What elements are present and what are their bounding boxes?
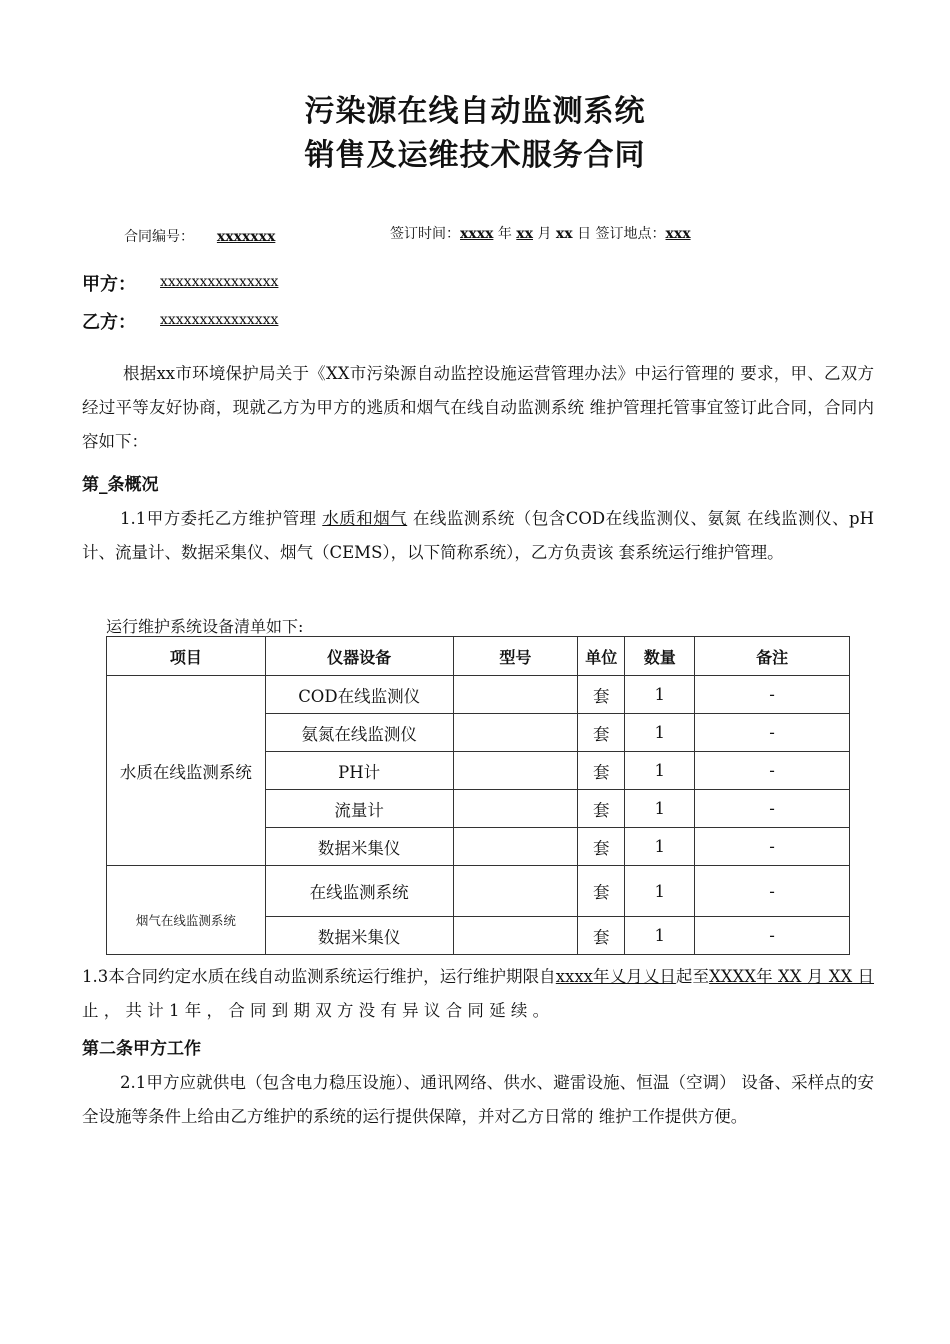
header-device: 仪器设备: [265, 637, 453, 676]
header-unit: 单位: [578, 637, 625, 676]
sign-month-value: xx: [516, 226, 533, 242]
qty-cell: 1: [625, 866, 695, 917]
party-b-value: xxxxxxxxxxxxxxx: [160, 312, 279, 328]
unit-cell: 套: [578, 676, 625, 714]
device-cell: 数据米集仪: [265, 917, 453, 955]
section-2-paragraph: 2.1甲方应就供电（包含电力稳压设施）、通讯网络、供水、避雷设施、恒温（空调） 设备、采样点的安全设施等条件上给由乙方维护的系统的运行提供保障，并对乙方日常的 维护工作提供方便。: [82, 1073, 874, 1126]
header-model: 型号: [453, 637, 578, 676]
sign-info: [390, 223, 691, 243]
model-cell: [453, 866, 578, 917]
qty-cell: 1: [625, 676, 695, 714]
qty-cell: 1: [625, 714, 695, 752]
table-caption: 运行维护系统设备清单如下:: [106, 617, 304, 636]
note-cell: -: [695, 866, 850, 917]
qty-cell: 1: [625, 917, 695, 955]
equipment-table: [106, 636, 850, 955]
clause-1-3-suffix: 止 ， 共 计 1 年 ， 合 同 到 期 双 方 没 有 异 议 合 同 延 续 。: [82, 1001, 550, 1020]
table-row: [107, 676, 850, 714]
sign-place-label: 签订地点：: [595, 226, 666, 242]
sign-month-label: 月: [537, 226, 552, 242]
header-note: 备注: [695, 637, 850, 676]
unit-cell: 套: [578, 714, 625, 752]
note-cell: -: [695, 752, 850, 790]
device-cell: 氨氮在线监测仪: [265, 714, 453, 752]
note-cell: -: [695, 790, 850, 828]
contract-number-label: 合同编号：: [124, 229, 194, 245]
sign-time-label: 签订时间：: [390, 226, 460, 242]
table-row: [107, 866, 850, 917]
unit-cell: 套: [578, 828, 625, 866]
device-cell: 在线监测系统: [265, 866, 453, 917]
clause-1-3-start: xxxx年乂月乂日: [555, 967, 676, 986]
section-2-heading: 第二条甲方工作: [82, 1039, 201, 1059]
device-cell: COD在线监测仪: [265, 676, 453, 714]
clause-1-3: [82, 960, 874, 1028]
clause-1-3-end: XXXX年 XX 月 XX 日: [709, 967, 875, 986]
section-1-p1-suffix: 在线监测系统（包含COD在线监测仪、氨氮 在线监测仪、pH计、流量计、数据采集仪、烟气（CEMS），以下简称系统），乙方负责该 套系统运行维护管理。: [82, 509, 875, 562]
sign-year-value: xxxx: [460, 226, 494, 242]
sign-year-label: 年: [497, 226, 512, 242]
model-cell: [453, 917, 578, 955]
party-b-label: 乙方：: [82, 312, 136, 333]
model-cell: [453, 676, 578, 714]
group-flue-name: 烟气在线监测系统: [107, 866, 266, 955]
clause-1-3-mid: 起至: [675, 967, 710, 986]
title-line-2: 销售及运维技术服务合同: [304, 138, 646, 173]
contract-number: [124, 226, 275, 246]
contract-number-value: xxxxxxx: [216, 229, 276, 245]
section-1-heading: 第_条概况: [82, 475, 159, 495]
table-header-row: [107, 637, 850, 676]
model-cell: [453, 714, 578, 752]
model-cell: [453, 790, 578, 828]
group-water-name: 水质在线监测系统: [107, 676, 266, 866]
title-line-1: 污染源在线自动监测系统: [304, 94, 646, 129]
note-cell: -: [695, 828, 850, 866]
sign-place-value: xxx: [665, 226, 691, 242]
qty-cell: 1: [625, 752, 695, 790]
sign-day-label: 日: [577, 226, 592, 242]
sign-day-value: xx: [555, 226, 573, 242]
section-1-paragraph: [82, 502, 874, 570]
clause-1-3-prefix: 1.3本合同约定水质在线自动监测系统运行维护，运行维护期限自: [82, 967, 556, 986]
note-cell: -: [695, 917, 850, 955]
model-cell: [453, 828, 578, 866]
section-1-p1-underlined: 水质和烟气: [322, 509, 408, 528]
unit-cell: 套: [578, 866, 625, 917]
unit-cell: 套: [578, 790, 625, 828]
model-cell: [453, 752, 578, 790]
note-cell: -: [695, 714, 850, 752]
note-cell: -: [695, 676, 850, 714]
qty-cell: 1: [625, 790, 695, 828]
party-a-value: xxxxxxxxxxxxxxx: [160, 274, 279, 290]
device-cell: 流量计: [265, 790, 453, 828]
header-qty: 数量: [625, 637, 695, 676]
section-1-p1-prefix: 1.1甲方委托乙方维护管理: [120, 509, 317, 528]
qty-cell: 1: [625, 828, 695, 866]
intro-paragraph: 根据xx市环境保护局关于《XX市污染源自动监控设施运营管理办法》中运行管理的 要求，甲、乙双方经过平等友好协商，现就乙方为甲方的逃质和烟气在线自动监测系统 维护管理托管事宜签订此合同，合同内容如下：: [82, 364, 874, 451]
header-item: 项目: [107, 637, 266, 676]
device-cell: 数据米集仪: [265, 828, 453, 866]
unit-cell: 套: [578, 917, 625, 955]
device-cell: PH计: [265, 752, 453, 790]
party-a-label: 甲方：: [82, 274, 136, 295]
unit-cell: 套: [578, 752, 625, 790]
